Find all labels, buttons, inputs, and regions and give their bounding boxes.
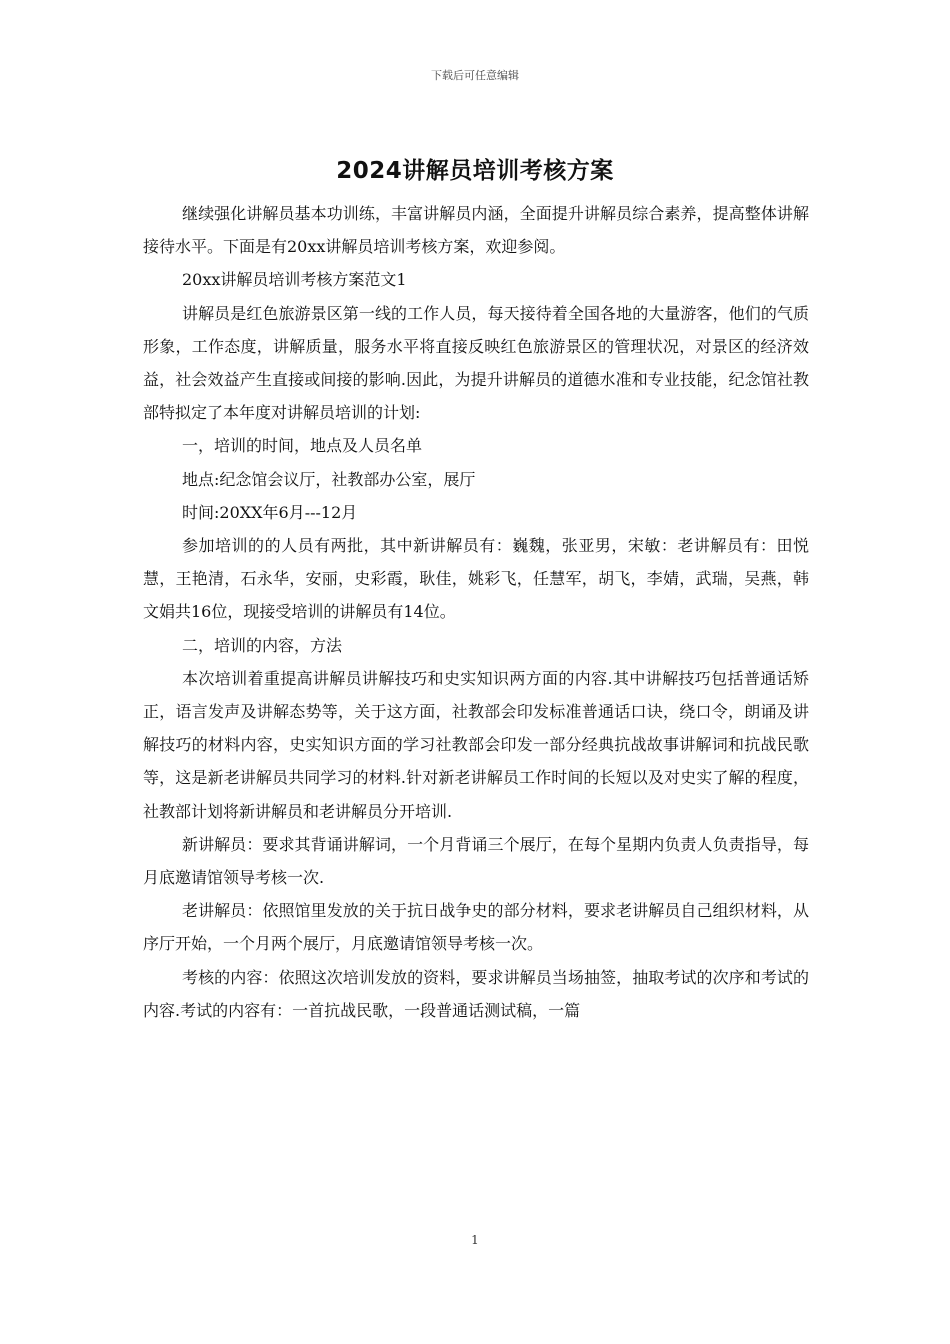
paragraph-location: 地点:纪念馆会议厅，社教部办公室，展厅 [182, 469, 476, 489]
paragraph-senior-guides: 老讲解员：依照馆里发放的关于抗日战争史的部分材料，要求老讲解员自己组织材料，从序厅开始，一个月两个展厅，月底邀请馆领导考核一次。 [143, 901, 809, 954]
document-title: 2024讲解员培训考核方案 [336, 158, 614, 184]
paragraph-assessment: 考核的内容：依照这次培训发放的资料，要求讲解员当场抽签，抽取考试的次序和考试的内容.考试的内容有：一首抗战民歌，一段普通话测试稿，一篇 [143, 967, 809, 1020]
document-body [143, 197, 809, 1027]
paragraph-heading-content-method: 二，培训的内容，方法 [182, 635, 343, 655]
paragraph-background: 讲解员是红色旅游景区第一线的工作人员，每天接待着全国各地的大量游客，他们的气质形象，工作态度，讲解质量，服务水平将直接反映红色旅游景区的管理状况，对景区的经济效益，社会效益产生直接或间接的影响.因此，为提升讲解员的道德水准和专业技能，纪念馆社教部特拟定了本年度对讲解员培训的计划: [143, 303, 809, 423]
paragraph-training-content: 本次培训着重提高讲解员讲解技巧和史实知识两方面的内容.其中讲解技巧包括普通话矫正，语言发声及讲解态势等，关于这方面，社教部会印发标准普通话口诀，绕口令，朗诵及讲解技巧的材料内容，史实知识方面的学习社教部会印发一部分经典抗战故事讲解词和抗战民歌等，这是新老讲解员共同学习的材料.针对新老讲解员工作时间的长短以及对史实了解的程度，社教部计划将新讲解员和老讲解员分开培训. [143, 668, 809, 821]
paragraph-intro: 继续强化讲解员基本功训练，丰富讲解员内涵，全面提升讲解员综合素养，提高整体讲解接待水平。下面是有20xx讲解员培训考核方案，欢迎参阅。 [143, 204, 809, 257]
paragraph-new-guides: 新讲解员：要求其背诵讲解词，一个月背诵三个展厅，在每个星期内负责人负责指导，每月底邀请馆领导考核一次. [143, 834, 809, 888]
paragraph-participants: 参加培训的的人员有两批，其中新讲解员有：巍魏，张亚男，宋敏：老讲解员有：田悦慧，王艳清，石永华，安丽，史彩霞，耿佳，姚彩飞，任慧军，胡飞，李婧，武瑞，吴燕，韩文娟共16位，现接受培训的讲解员有14位。 [143, 536, 809, 622]
page-number: 1 [471, 1233, 479, 1247]
paragraph-section-heading: 20xx讲解员培训考核方案范文1 [182, 270, 407, 290]
header-note: 下载后可任意编辑 [431, 69, 519, 82]
paragraph-time: 时间:20XX年6月---12月 [182, 502, 358, 522]
paragraph-heading-time-place: 一，培训的时间，地点及人员名单 [182, 436, 423, 456]
